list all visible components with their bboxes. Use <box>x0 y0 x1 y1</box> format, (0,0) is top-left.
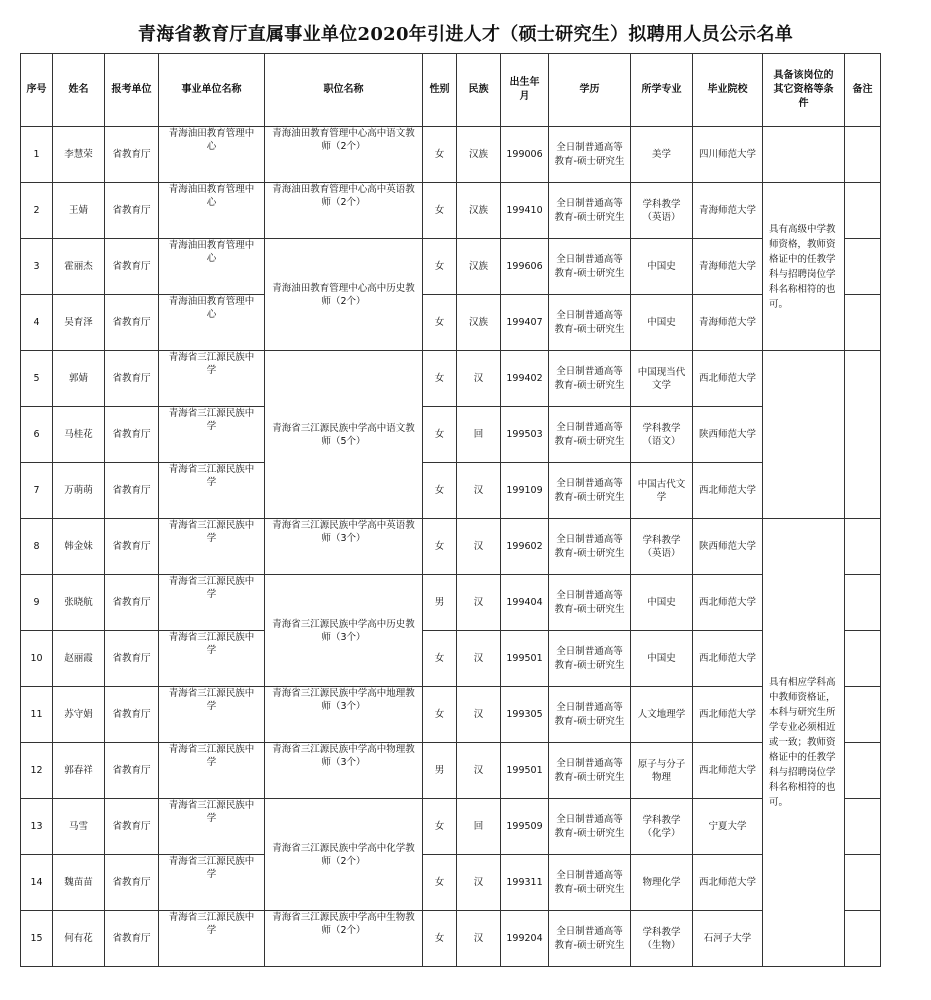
row-birth: 199509 <box>501 799 549 855</box>
row-gender: 女 <box>423 631 457 687</box>
row-school: 青海师范大学 <box>693 239 763 295</box>
row-ethnicity: 汉 <box>457 519 501 575</box>
row-unit: 省教育厅 <box>105 295 159 351</box>
row-major: 学科教学（英语） <box>631 183 693 239</box>
row-position: 青海省三江源民族中学高中英语教师（3个） <box>265 519 423 575</box>
row-school: 四川师范大学 <box>693 127 763 183</box>
row-unit: 省教育厅 <box>105 239 159 295</box>
row-education: 全日制普通高等教育-硕士研究生 <box>549 519 631 575</box>
row-ethnicity: 汉 <box>457 687 501 743</box>
row-birth: 199006 <box>501 127 549 183</box>
row-school: 西北师范大学 <box>693 631 763 687</box>
row-gender: 女 <box>423 295 457 351</box>
row-major: 原子与分子物理 <box>631 743 693 799</box>
row-major: 学科教学（生物） <box>631 911 693 967</box>
header-position: 职位名称 <box>265 54 423 127</box>
row-institution: 青海省三江源民族中学 <box>159 743 265 799</box>
row-qualification <box>763 127 845 183</box>
row-birth: 199402 <box>501 351 549 407</box>
row-no: 3 <box>21 239 53 295</box>
row-remarks <box>845 295 881 351</box>
row-major: 中国史 <box>631 239 693 295</box>
row-major: 学科教学（化学） <box>631 799 693 855</box>
row-major: 中国现当代文学 <box>631 351 693 407</box>
row-remarks <box>845 239 881 295</box>
table-row <box>21 911 881 967</box>
row-birth: 199410 <box>501 183 549 239</box>
row-position: 青海省三江源民族中学高中地理教师（3个） <box>265 687 423 743</box>
table-row <box>21 799 881 855</box>
row-ethnicity: 汉 <box>457 351 501 407</box>
row-no: 10 <box>21 631 53 687</box>
row-name: 郭婧 <box>53 351 105 407</box>
row-education: 全日制普通高等教育-硕士研究生 <box>549 463 631 519</box>
row-major: 美学 <box>631 127 693 183</box>
row-education: 全日制普通高等教育-硕士研究生 <box>549 687 631 743</box>
row-name: 万萌萌 <box>53 463 105 519</box>
table-row <box>21 463 881 519</box>
row-position: 青海油田教育管理中心高中语文教师（2个） <box>265 127 423 183</box>
row-birth: 199305 <box>501 687 549 743</box>
row-name: 吴育泽 <box>53 295 105 351</box>
candidate-table <box>20 53 881 967</box>
row-unit: 省教育厅 <box>105 687 159 743</box>
row-birth: 199606 <box>501 239 549 295</box>
row-education: 全日制普通高等教育-硕士研究生 <box>549 407 631 463</box>
table-row <box>21 743 881 799</box>
row-institution: 青海省三江源民族中学 <box>159 407 265 463</box>
row-major: 物理化学 <box>631 855 693 911</box>
row-position: 青海油田教育管理中心高中历史教师（2个） <box>265 239 423 351</box>
row-unit: 省教育厅 <box>105 183 159 239</box>
row-no: 13 <box>21 799 53 855</box>
header-gender: 性别 <box>423 54 457 127</box>
row-name: 魏苗苗 <box>53 855 105 911</box>
row-school: 西北师范大学 <box>693 743 763 799</box>
row-major: 中国史 <box>631 631 693 687</box>
row-name: 王婧 <box>53 183 105 239</box>
row-ethnicity: 回 <box>457 407 501 463</box>
row-ethnicity: 汉 <box>457 911 501 967</box>
row-no: 8 <box>21 519 53 575</box>
row-school: 西北师范大学 <box>693 687 763 743</box>
table-row <box>21 351 881 407</box>
row-ethnicity: 回 <box>457 799 501 855</box>
row-ethnicity: 汉 <box>457 631 501 687</box>
row-gender: 女 <box>423 183 457 239</box>
row-no: 4 <box>21 295 53 351</box>
row-name: 赵丽霞 <box>53 631 105 687</box>
row-gender: 女 <box>423 127 457 183</box>
row-gender: 女 <box>423 239 457 295</box>
row-birth: 199407 <box>501 295 549 351</box>
row-no: 14 <box>21 855 53 911</box>
row-unit: 省教育厅 <box>105 743 159 799</box>
row-unit: 省教育厅 <box>105 351 159 407</box>
row-ethnicity: 汉 <box>457 575 501 631</box>
row-major: 中国古代文学 <box>631 463 693 519</box>
row-no: 2 <box>21 183 53 239</box>
row-gender: 女 <box>423 911 457 967</box>
row-unit: 省教育厅 <box>105 519 159 575</box>
row-gender: 男 <box>423 575 457 631</box>
row-unit: 省教育厅 <box>105 407 159 463</box>
header-education: 学历 <box>549 54 631 127</box>
row-gender: 男 <box>423 743 457 799</box>
row-institution: 青海省三江源民族中学 <box>159 351 265 407</box>
row-name: 马桂花 <box>53 407 105 463</box>
table-row <box>21 127 881 183</box>
header-report-unit: 报考单位 <box>105 54 159 127</box>
row-ethnicity: 汉 <box>457 855 501 911</box>
row-name: 马雪 <box>53 799 105 855</box>
row-remarks <box>845 183 881 239</box>
row-remarks <box>845 127 881 183</box>
row-gender: 女 <box>423 855 457 911</box>
row-major: 学科教学（语文） <box>631 407 693 463</box>
qualification-note-2: 具有相应学科高中教师资格证，本科与研究生所学专业必须相近或一致；教师资格证中的任教学科与招聘岗位学科名称相符的也可。 <box>763 519 845 967</box>
row-education: 全日制普通高等教育-硕士研究生 <box>549 351 631 407</box>
row-school: 西北师范大学 <box>693 351 763 407</box>
row-unit: 省教育厅 <box>105 911 159 967</box>
row-name: 郭春祥 <box>53 743 105 799</box>
table-row <box>21 575 881 631</box>
header-birth: 出生年月 <box>501 54 549 127</box>
row-school: 西北师范大学 <box>693 855 763 911</box>
document-title: 青海省教育厅直属事业单位2020年引进人才（硕士研究生）拟聘用人员公示名单 <box>137 24 794 45</box>
row-institution: 青海油田教育管理中心 <box>159 183 265 239</box>
header-qualification: 具备该岗位的其它资格等条件 <box>763 54 845 127</box>
row-no: 1 <box>21 127 53 183</box>
row-school: 西北师范大学 <box>693 575 763 631</box>
row-education: 全日制普通高等教育-硕士研究生 <box>549 295 631 351</box>
row-school: 西北师范大学 <box>693 463 763 519</box>
header-remarks: 备注 <box>845 54 881 127</box>
table-row <box>21 295 881 351</box>
row-education: 全日制普通高等教育-硕士研究生 <box>549 855 631 911</box>
row-remarks <box>845 855 881 911</box>
row-gender: 女 <box>423 407 457 463</box>
row-remarks <box>845 799 881 855</box>
row-birth: 199109 <box>501 463 549 519</box>
header-name: 姓名 <box>53 54 105 127</box>
row-name: 张晓航 <box>53 575 105 631</box>
row-gender: 女 <box>423 351 457 407</box>
row-unit: 省教育厅 <box>105 799 159 855</box>
row-birth: 199503 <box>501 407 549 463</box>
row-name: 苏守娟 <box>53 687 105 743</box>
row-position: 青海省三江源民族中学高中化学教师（2个） <box>265 799 423 911</box>
row-gender: 女 <box>423 463 457 519</box>
row-school: 石河子大学 <box>693 911 763 967</box>
row-ethnicity: 汉 <box>457 463 501 519</box>
row-education: 全日制普通高等教育-硕士研究生 <box>549 575 631 631</box>
table-header-row <box>21 54 881 127</box>
row-no: 9 <box>21 575 53 631</box>
row-name: 李慧荣 <box>53 127 105 183</box>
row-school: 陕西师范大学 <box>693 407 763 463</box>
row-ethnicity: 汉族 <box>457 295 501 351</box>
row-education: 全日制普通高等教育-硕士研究生 <box>549 183 631 239</box>
row-institution: 青海省三江源民族中学 <box>159 631 265 687</box>
header-ethnicity: 民族 <box>457 54 501 127</box>
table-row <box>21 239 881 295</box>
table-row <box>21 407 881 463</box>
row-remarks <box>845 575 881 631</box>
row-remarks <box>845 351 881 519</box>
row-qualification <box>763 351 845 519</box>
header-school: 毕业院校 <box>693 54 763 127</box>
row-education: 全日制普通高等教育-硕士研究生 <box>549 743 631 799</box>
row-institution: 青海油田教育管理中心 <box>159 295 265 351</box>
row-gender: 女 <box>423 519 457 575</box>
table-row <box>21 183 881 239</box>
row-school: 青海师范大学 <box>693 295 763 351</box>
row-no: 5 <box>21 351 53 407</box>
row-position: 青海省三江源民族中学高中历史教师（3个） <box>265 575 423 687</box>
row-no: 12 <box>21 743 53 799</box>
row-birth: 199501 <box>501 743 549 799</box>
row-name: 霍丽杰 <box>53 239 105 295</box>
row-unit: 省教育厅 <box>105 463 159 519</box>
row-education: 全日制普通高等教育-硕士研究生 <box>549 239 631 295</box>
row-education: 全日制普通高等教育-硕士研究生 <box>549 911 631 967</box>
row-ethnicity: 汉 <box>457 743 501 799</box>
row-no: 7 <box>21 463 53 519</box>
row-ethnicity: 汉族 <box>457 239 501 295</box>
row-position: 青海油田教育管理中心高中英语教师（2个） <box>265 183 423 239</box>
table-row <box>21 687 881 743</box>
row-no: 11 <box>21 687 53 743</box>
row-birth: 199404 <box>501 575 549 631</box>
row-major: 学科教学（英语） <box>631 519 693 575</box>
row-birth: 199311 <box>501 855 549 911</box>
row-name: 何有花 <box>53 911 105 967</box>
header-major: 所学专业 <box>631 54 693 127</box>
row-no: 6 <box>21 407 53 463</box>
row-unit: 省教育厅 <box>105 127 159 183</box>
row-institution: 青海省三江源民族中学 <box>159 911 265 967</box>
row-position: 青海省三江源民族中学高中物理教师（3个） <box>265 743 423 799</box>
row-education: 全日制普通高等教育-硕士研究生 <box>549 799 631 855</box>
table-row <box>21 855 881 911</box>
row-remarks <box>845 631 881 687</box>
row-school: 青海师范大学 <box>693 183 763 239</box>
row-institution: 青海省三江源民族中学 <box>159 799 265 855</box>
row-institution: 青海油田教育管理中心 <box>159 239 265 295</box>
table-row <box>21 631 881 687</box>
row-remarks <box>845 687 881 743</box>
row-institution: 青海油田教育管理中心 <box>159 127 265 183</box>
row-position: 青海省三江源民族中学高中语文教师（5个） <box>265 351 423 519</box>
row-birth: 199501 <box>501 631 549 687</box>
row-birth: 199602 <box>501 519 549 575</box>
row-gender: 女 <box>423 799 457 855</box>
row-gender: 女 <box>423 687 457 743</box>
header-no: 序号 <box>21 54 53 127</box>
row-education: 全日制普通高等教育-硕士研究生 <box>549 631 631 687</box>
row-institution: 青海省三江源民族中学 <box>159 855 265 911</box>
row-name: 韩金妹 <box>53 519 105 575</box>
qualification-note-1: 具有高级中学教师资格，教师资格证中的任教学科与招聘岗位学科名称相符的也可。 <box>763 183 845 351</box>
header-institution: 事业单位名称 <box>159 54 265 127</box>
row-institution: 青海省三江源民族中学 <box>159 575 265 631</box>
row-unit: 省教育厅 <box>105 855 159 911</box>
row-institution: 青海省三江源民族中学 <box>159 463 265 519</box>
table-row <box>21 519 881 575</box>
row-remarks <box>845 743 881 799</box>
row-major: 中国史 <box>631 295 693 351</box>
row-major: 人文地理学 <box>631 687 693 743</box>
row-no: 15 <box>21 911 53 967</box>
row-qualification <box>845 911 881 967</box>
row-unit: 省教育厅 <box>105 631 159 687</box>
row-ethnicity: 汉族 <box>457 183 501 239</box>
row-education: 全日制普通高等教育-硕士研究生 <box>549 127 631 183</box>
row-position: 青海省三江源民族中学高中生物教师（2个） <box>265 911 423 967</box>
row-school: 宁夏大学 <box>693 799 763 855</box>
row-school: 陕西师范大学 <box>693 519 763 575</box>
row-major: 中国史 <box>631 575 693 631</box>
row-ethnicity: 汉族 <box>457 127 501 183</box>
row-remarks <box>845 519 881 575</box>
row-birth: 199204 <box>501 911 549 967</box>
row-unit: 省教育厅 <box>105 575 159 631</box>
row-institution: 青海省三江源民族中学 <box>159 687 265 743</box>
row-institution: 青海省三江源民族中学 <box>159 519 265 575</box>
